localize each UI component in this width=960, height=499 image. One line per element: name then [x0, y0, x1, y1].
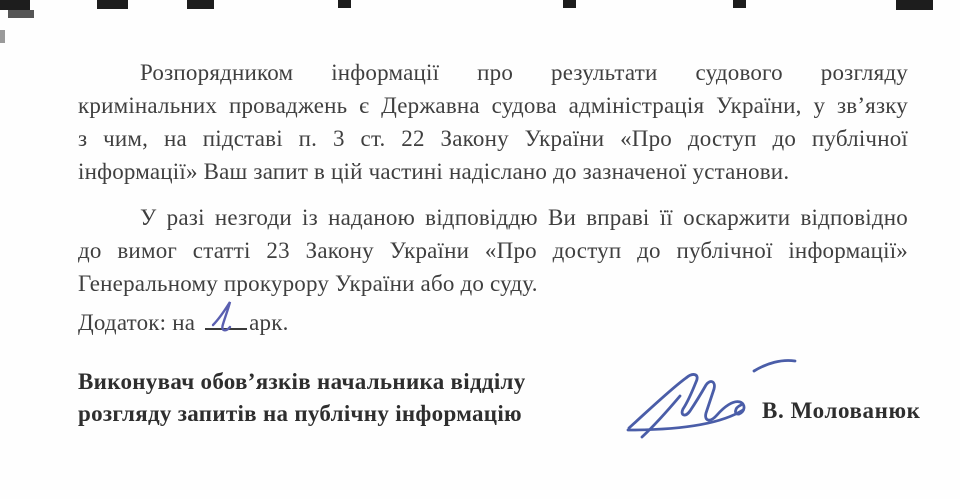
- page-count-underline: [205, 304, 247, 330]
- signer-title: [78, 366, 598, 430]
- scan-artifact: [338, 0, 351, 8]
- signer-name: В. Молованюк: [762, 398, 921, 423]
- scan-artifact: [563, 0, 576, 8]
- paragraph-appeal-rights: [78, 201, 908, 300]
- scan-artifact: [187, 0, 214, 9]
- scan-artifact: [0, 30, 5, 43]
- text-line: з чим, на підставі п. 3 ст. 22 Закону України «Про доступ до публічної: [78, 126, 908, 151]
- paragraph-disposer-info: [78, 56, 908, 188]
- text-line: У разі незгоди із наданою відповіддю Ви вправі її оскаржити відповідно: [140, 205, 908, 230]
- scan-artifact: [8, 10, 34, 18]
- text-line: Генеральному прокурору України або до суду.: [78, 271, 538, 296]
- signer-title-line: Виконувач обов’язків начальника відділу: [78, 369, 526, 395]
- handwritten-page-count: [209, 299, 239, 335]
- attachment-suffix: арк.: [249, 310, 289, 336]
- attachment-line: [78, 304, 908, 339]
- scan-artifact: [733, 0, 746, 8]
- text-line: інформації» Ваш запит в цій частині надіслано до зазначеної установи.: [78, 159, 790, 184]
- text-line: до вимог статті 23 Закону України «Про доступ до публічної інформації»: [78, 238, 908, 263]
- signature-area: [612, 352, 957, 462]
- text-line: Розпорядником інформації про результати судового розгляду: [140, 60, 908, 85]
- attachment-prefix: Додаток: на: [78, 310, 196, 336]
- text-line: кримінальних проваджень є Державна судова адміністрація України, у зв’язку: [78, 93, 908, 118]
- scan-artifact: [97, 0, 128, 9]
- signer-title-line: розгляду запитів на публічну інформацію: [78, 401, 522, 427]
- scan-artifact: [0, 0, 30, 10]
- scan-artifact: [896, 0, 933, 10]
